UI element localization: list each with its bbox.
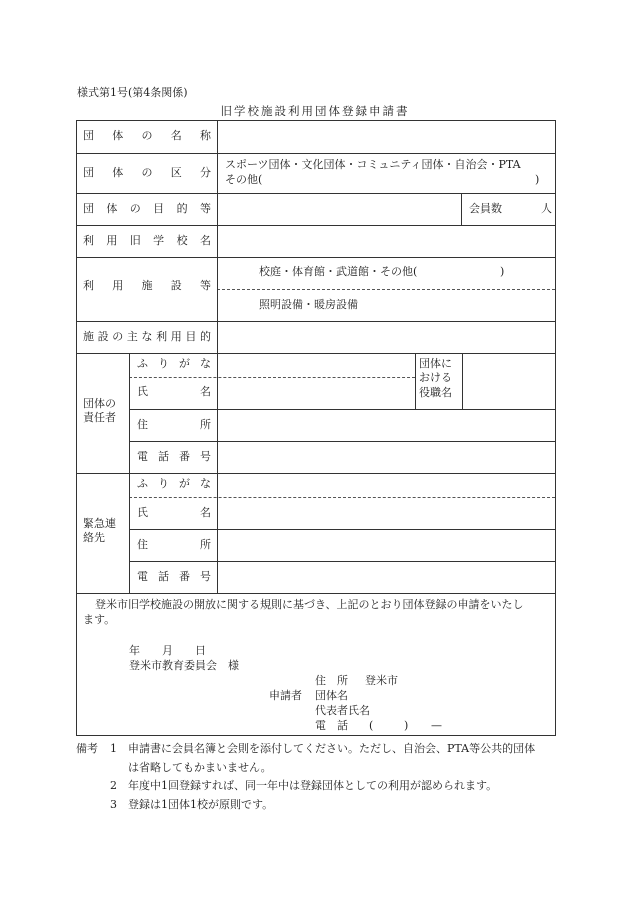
emergency-name-label: 氏 名: [137, 506, 211, 519]
main-purpose-label: 施 設 の 主 な 利 用 目 的: [83, 330, 211, 343]
responsible-label: 団体の 責任者: [83, 397, 116, 425]
emergency-address-label: 住 所: [137, 538, 211, 551]
position-label: 団体に おける 役職名: [419, 357, 452, 399]
group-name-label: 団 体 の 名 称: [83, 129, 211, 142]
applicant-phone-label: 電 話: [315, 719, 348, 732]
responsible-phone-label: 電 話 番 号: [137, 450, 211, 463]
equipment-options[interactable]: 照明設備・暖房設備: [259, 298, 358, 311]
note-item: 備考 1 申請書に会員名簿と会則を添付してください。ただし、自治会、PTA等公共的団体 は省略してもかまいません。: [76, 742, 536, 774]
facility-label: 利 用 施 設 等: [83, 279, 211, 292]
responsible-address-label: 住 所: [137, 418, 211, 431]
responsible-name-label: 氏 名: [137, 385, 211, 398]
responsible-furigana-label: ふ り が な: [137, 357, 211, 370]
emergency-phone-label: 電 話 番 号: [137, 570, 211, 583]
members-unit: 人: [541, 202, 552, 215]
application-date[interactable]: 年 月 日: [129, 644, 206, 657]
members-label: 会員数: [469, 202, 502, 215]
applicant-representative-label: 代表者氏名: [315, 704, 370, 717]
phone-dash: —: [431, 719, 442, 732]
applicant-address-label: 住 所: [315, 674, 348, 687]
notes: [76, 740, 566, 815]
page-title: 旧学校施設利用団体登録申請書: [220, 104, 410, 118]
school-name-label: 利 用 旧 学 校 名: [83, 234, 211, 247]
group-category-label: 団 体 の 区 分: [83, 166, 211, 179]
applicant-group-name-label: 団体名: [315, 689, 348, 702]
declaration-text: 登米市旧学校施設の開放に関する規則に基づき、上記のとおり団体登録の申請をいたし: [95, 598, 524, 611]
phone-paren-close: ): [404, 719, 409, 732]
category-other-close: ): [535, 173, 540, 186]
declaration-text-2: ます。: [83, 613, 116, 626]
facility-options[interactable]: 校庭・体育館・武道館・その他(: [259, 265, 418, 278]
notes-lead: 備考: [76, 742, 98, 755]
applicant-label: 申請者: [269, 689, 302, 702]
phone-paren-open: (: [369, 719, 374, 732]
form-number: 様式第1号(第4条関係): [77, 86, 188, 99]
emergency-label: 緊急連 絡先: [83, 517, 116, 545]
note-item: 2 年度中1回登録すれば、同一年中は登録団体としての利用が認められます。: [110, 779, 498, 793]
application-form: [76, 120, 556, 736]
category-options[interactable]: スポーツ団体・文化団体・コミュニティ団体・自治会・PTA: [225, 158, 521, 171]
category-other[interactable]: その他(: [225, 173, 263, 186]
note-item: 3 登録は1団体1校が原則です。: [110, 798, 274, 812]
applicant-address-value[interactable]: 登米市: [365, 674, 398, 687]
emergency-furigana-label: ふ り が な: [137, 477, 211, 490]
addressee: 登米市教育委員会 様: [129, 659, 239, 672]
group-purpose-label: 団 体 の 目 的 等: [83, 202, 211, 215]
facility-other-close: ): [500, 265, 505, 278]
